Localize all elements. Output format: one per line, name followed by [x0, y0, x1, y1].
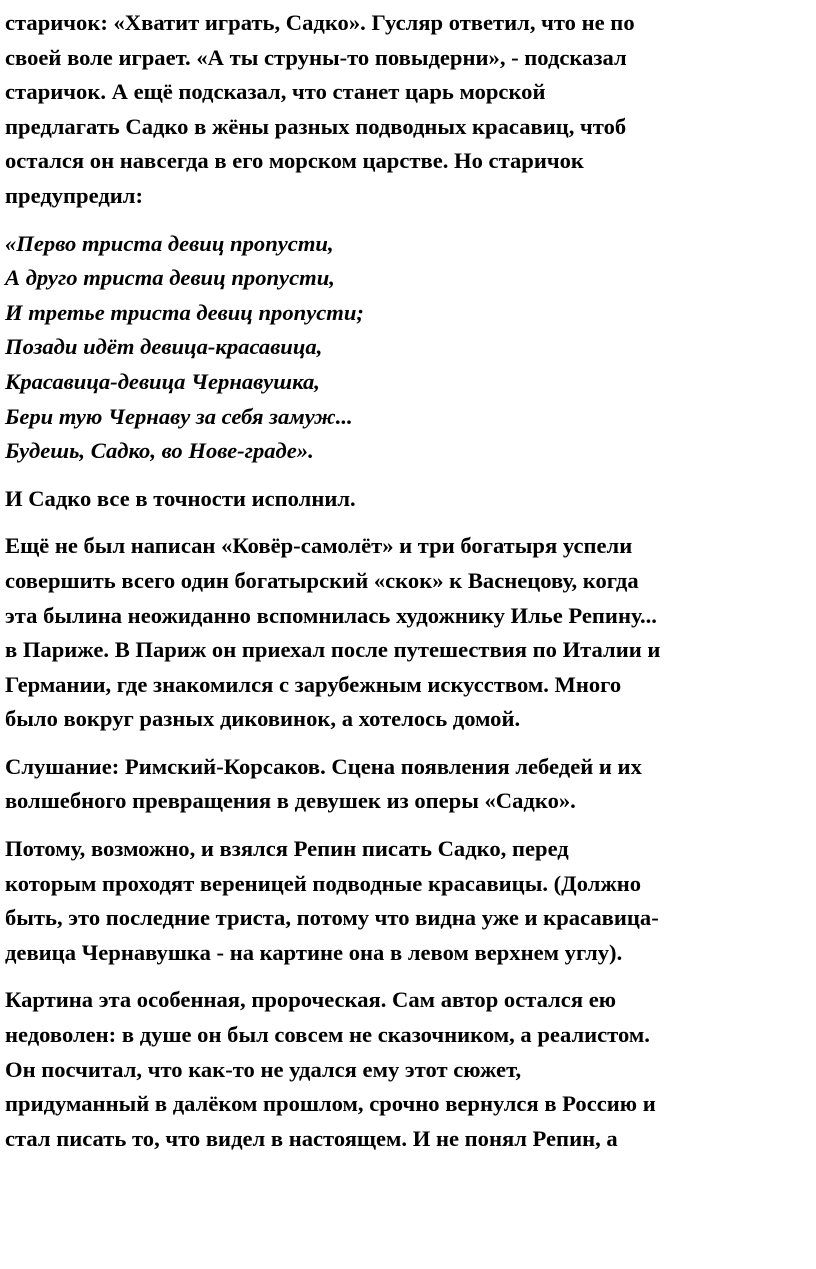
text-line: недоволен: в душе он был совсем не сказочником, а реалистом.	[5, 1022, 650, 1048]
text-line: в Париже. В Париж он приехал после путешествия по Италии и	[5, 637, 661, 663]
verse-line: А друго триста девиц пропусти,	[5, 265, 335, 291]
verse-line: Будешь, Садко, во Нове-граде».	[5, 438, 314, 464]
text-line: волшебного превращения в девушек из оперы «Садко».	[5, 788, 576, 814]
text-line: Ещё не был написан «Ковёр-самолёт» и три богатыря успели	[5, 533, 633, 559]
verse-line: Позади идёт девица-красавица,	[5, 334, 323, 360]
verse-line: Бери тую Чернаву за себя замуж...	[5, 403, 353, 429]
paragraph-painting	[5, 832, 812, 970]
text-line: предлагать Садко в жёны разных подводных красавиц, чтоб	[5, 113, 627, 139]
text-line: своей воле играет. «А ты струны-то повыдерни», - подсказал	[5, 44, 627, 70]
verse-quote	[5, 227, 812, 469]
text-line: быть, это последние триста, потому что видна уже и красавица-	[5, 905, 659, 931]
verse-line: «Перво триста девиц пропусти,	[5, 230, 334, 256]
verse-line: И третье триста девиц пропусти;	[5, 299, 364, 325]
text-line: стал писать то, что видел в настоящем. И не понял Репин, а	[5, 1125, 618, 1151]
text-line: предупредил:	[5, 182, 144, 208]
text-line: Картина эта особенная, пророческая. Сам автор остался ею	[5, 987, 617, 1013]
text-line: остался он навсегда в его морском царстве. Но старичок	[5, 148, 584, 174]
text-line: эта былина неожиданно вспомнилась художнику Илье Репину...	[5, 602, 657, 628]
text-line: Потому, возможно, и взялся Репин писать Садко, перед	[5, 836, 569, 862]
paragraph-prophetic	[5, 983, 812, 1156]
paragraph-listening	[5, 750, 812, 819]
text-line: старичок: «Хватит играть, Садко». Гусляр ответил, что не по	[5, 10, 635, 35]
text-line: Германии, где знакомился с зарубежным искусством. Много	[5, 671, 622, 697]
text-line: которым проходят вереницей подводные красавицы. (Должно	[5, 870, 642, 896]
text-line: Он посчитал, что как-то не удался ему этот сюжет,	[5, 1056, 522, 1082]
verse-line: Красавица-девица Чернавушка,	[5, 368, 320, 394]
text-line: девица Чернавушка - на картине она в левом верхнем углу).	[5, 939, 623, 965]
text-line: было вокруг разных диковинок, а хотелось домой.	[5, 706, 521, 732]
text-line: совершить всего один богатырский «скок» к Васнецову, когда	[5, 567, 639, 593]
text-line: придуманный в далёком прошлом, срочно вернулся в Россию и	[5, 1091, 656, 1117]
paragraph-repin-paris	[5, 529, 812, 737]
text-line: И Садко все в точности исполнил.	[5, 485, 356, 511]
paragraph-fulfilled	[5, 482, 812, 517]
paragraph-intro	[5, 6, 812, 214]
text-line: старичок. А ещё подсказал, что станет царь морской	[5, 79, 546, 105]
text-line: Слушание: Римский-Корсаков. Сцена появления лебедей и их	[5, 753, 642, 779]
